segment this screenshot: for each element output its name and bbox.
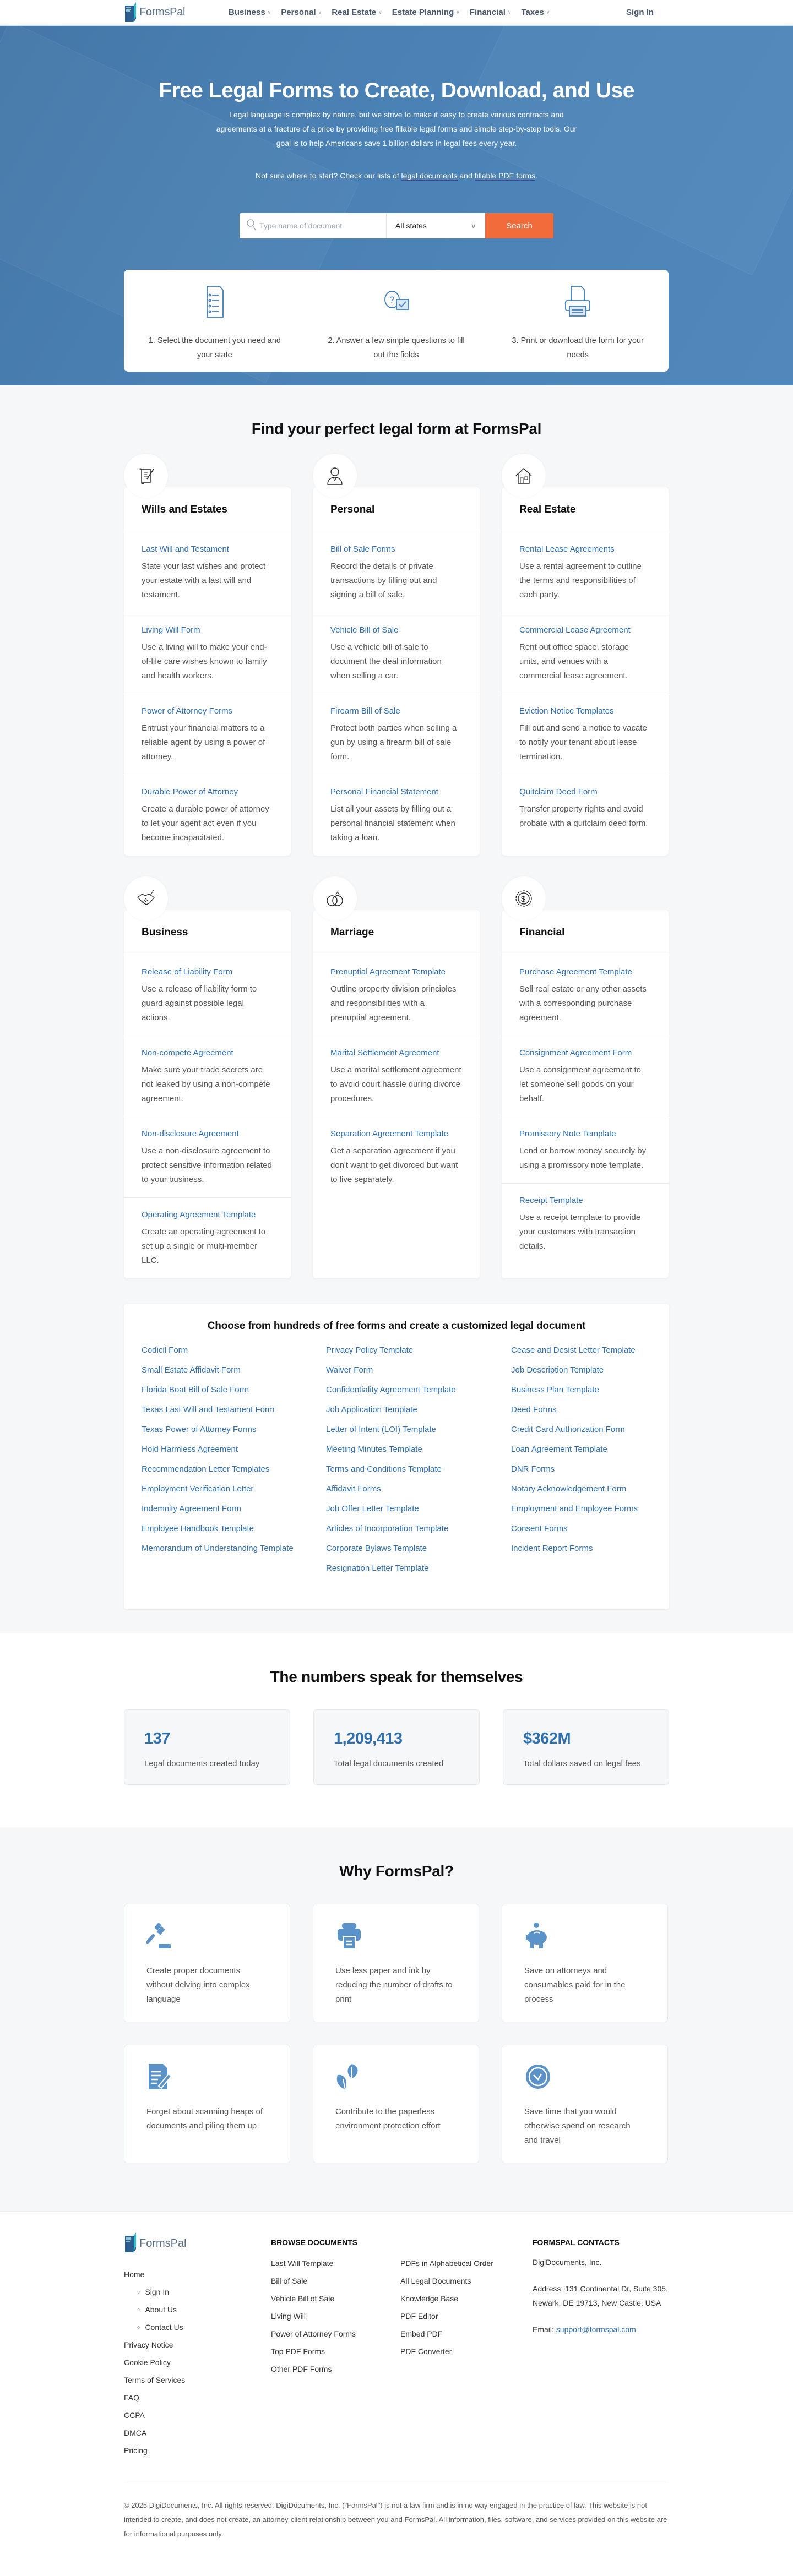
- why-section: [0, 1827, 793, 2211]
- person-icon: [324, 465, 346, 487]
- form-link[interactable]: Bill of Sale Forms: [330, 544, 395, 554]
- nav-taxes[interactable]: [521, 8, 550, 17]
- footer-browse-link[interactable]: Top PDF Forms: [271, 2347, 325, 2356]
- category-card-body: [124, 487, 291, 856]
- nav-business[interactable]: [229, 8, 271, 17]
- form-link[interactable]: Vehicle Bill of Sale: [330, 625, 399, 635]
- form-item: [313, 775, 480, 856]
- category-card-body: [502, 910, 669, 1278]
- form-description: Use a living will to make your end-of-life care wishes known to family and health workers.: [142, 642, 267, 680]
- footer-browse-link[interactable]: Other PDF Forms: [271, 2365, 332, 2373]
- nav-real-estate[interactable]: [332, 8, 382, 17]
- logo[interactable]: [124, 2, 185, 22]
- form-link[interactable]: Receipt Template: [519, 1196, 583, 1205]
- category-card-body: [313, 487, 480, 856]
- logo-mark-icon: [124, 2, 137, 22]
- more-forms-link[interactable]: Business Plan Template: [511, 1385, 599, 1395]
- category-card-business: [124, 876, 291, 1278]
- logo-mark-icon: [124, 2232, 137, 2255]
- forms-section: [0, 385, 793, 1633]
- form-link[interactable]: Living Will Form: [142, 625, 200, 635]
- footer-browse-link[interactable]: Embed PDF: [400, 2329, 443, 2338]
- form-link[interactable]: Commercial Lease Agreement: [519, 625, 631, 635]
- state-select-value: All states: [395, 221, 427, 230]
- sign-in-link[interactable]: Sign In: [626, 8, 654, 17]
- form-description: Use a vehicle bill of sale to document the deal information when selling a car.: [330, 642, 442, 680]
- benefit-card: [124, 1904, 290, 2022]
- more-forms-column: [326, 1343, 511, 1581]
- form-link[interactable]: Last Will and Testament: [142, 544, 229, 554]
- form-link[interactable]: Durable Power of Attorney: [142, 787, 238, 797]
- more-forms-title: Choose from hundreds of free forms and create a customized legal document: [207, 1320, 586, 1332]
- form-item: [313, 1036, 480, 1117]
- house-icon: [513, 465, 535, 487]
- category-title: Financial: [502, 910, 669, 955]
- svg-text:$: $: [521, 895, 526, 904]
- form-item: [313, 694, 480, 775]
- more-forms-link[interactable]: Letter of Intent (LOI) Template: [326, 1425, 436, 1434]
- section-title: Find your perfect legal form at FormsPal: [251, 420, 542, 437]
- form-description: Protect both parties when selling a gun by using a firearm bill of sale form.: [330, 723, 457, 761]
- home-sublinks: [124, 2283, 185, 2336]
- browse-column: [271, 2254, 356, 2378]
- form-description: Use a consignment agreement to let someone sell goods on your behalf.: [519, 1065, 641, 1103]
- hero-subtext: [0, 171, 793, 180]
- category-title: Business: [124, 910, 291, 955]
- site-header: [0, 0, 793, 26]
- form-description: Rent out office space, storage units, and venues with a commercial lease agreement.: [519, 642, 629, 680]
- more-forms-link[interactable]: Recommendation Letter Templates: [142, 1464, 270, 1474]
- benefit-card: [313, 1904, 479, 2022]
- hero: [0, 26, 793, 385]
- subtext-suffix: .: [535, 171, 537, 180]
- form-link[interactable]: Eviction Notice Templates: [519, 706, 614, 716]
- numbers-section: [0, 1633, 793, 1827]
- company-name: DigiDocuments, Inc.: [533, 2258, 602, 2267]
- fillable-pdf-forms-link[interactable]: fillable PDF forms: [474, 171, 536, 180]
- benefit-card: [124, 2045, 290, 2163]
- more-forms-link[interactable]: Affidavit Forms: [326, 1484, 381, 1494]
- more-forms-link[interactable]: Terms and Conditions Template: [326, 1464, 442, 1474]
- email-label: Email:: [533, 2325, 556, 2334]
- footer-site-links: [124, 2265, 185, 2459]
- form-link[interactable]: Rental Lease Agreements: [519, 544, 615, 554]
- benefit-card: [313, 2045, 479, 2163]
- footer-link-home[interactable]: Home: [124, 2270, 145, 2279]
- form-item: [313, 1117, 480, 1197]
- benefit-text: Create proper documents without delving into complex language: [146, 1966, 250, 2004]
- more-forms-panel: [124, 1304, 669, 1609]
- document-edit-icon: [146, 2063, 174, 2090]
- form-description: Create a durable power of attorney to let your agent act even if you become incapacitated.: [142, 804, 269, 842]
- form-link[interactable]: Purchase Agreement Template: [519, 967, 632, 977]
- nav-label: Taxes: [521, 8, 544, 17]
- browse-column: [400, 2254, 493, 2360]
- chevron-down-icon: ∨: [267, 9, 271, 15]
- subtext-and: and: [457, 171, 475, 180]
- legal-documents-link[interactable]: legal documents: [401, 171, 458, 180]
- more-forms-link[interactable]: Consent Forms: [511, 1524, 568, 1533]
- printer-icon: [561, 285, 594, 321]
- category-title: Wills and Estates: [124, 487, 291, 532]
- form-description: Use a release of liability form to guard against possible legal actions.: [142, 984, 257, 1022]
- category-icon-badge: [502, 876, 546, 921]
- nav-label: Estate Planning: [392, 8, 454, 17]
- form-link[interactable]: Quitclaim Deed Form: [519, 787, 598, 797]
- form-description: Use a non-disclosure agreement to protect sensitive information related to your business.: [142, 1146, 272, 1184]
- more-forms-link[interactable]: Notary Acknowledgement Form: [511, 1484, 627, 1494]
- footer-logo[interactable]: [124, 2232, 187, 2255]
- step-print-download: [487, 270, 669, 372]
- question-chat-icon: [380, 285, 413, 321]
- footer-browse-link[interactable]: All Legal Documents: [400, 2277, 471, 2285]
- form-item: [124, 775, 291, 856]
- clock-icon: [524, 2063, 552, 2090]
- category-card-wills-and-estates: [124, 454, 291, 856]
- search-icon: [246, 219, 256, 233]
- stat-card: [313, 1709, 480, 1785]
- search-input[interactable]: [259, 221, 375, 230]
- chevron-down-icon: ∨: [318, 9, 322, 15]
- email-link[interactable]: support@formspal.com: [556, 2325, 636, 2334]
- footer-link-sign-in[interactable]: ○ Sign In: [137, 2283, 185, 2301]
- printer-icon: [335, 1922, 363, 1949]
- form-item: [502, 775, 669, 841]
- more-forms-link[interactable]: Job Offer Letter Template: [326, 1504, 419, 1513]
- logo-text: FormsPal: [139, 2237, 187, 2250]
- category-icon-badge: [124, 876, 168, 921]
- form-item: [124, 1198, 291, 1278]
- more-forms-link[interactable]: Texas Power of Attorney Forms: [142, 1425, 257, 1434]
- footer-browse-link[interactable]: Vehicle Bill of Sale: [271, 2294, 335, 2303]
- category-card-marriage: [313, 876, 480, 1278]
- form-item: [502, 532, 669, 613]
- form-item: [502, 955, 669, 1036]
- form-item: [124, 955, 291, 1036]
- category-title: Marriage: [313, 910, 480, 955]
- form-item: [502, 613, 669, 694]
- more-forms-link[interactable]: Codicil Form: [142, 1346, 188, 1355]
- form-link[interactable]: Consignment Agreement Form: [519, 1048, 632, 1058]
- more-forms-link[interactable]: Hold Harmless Agreement: [142, 1445, 238, 1454]
- form-description: Transfer property rights and avoid probate with a quitclaim deed form.: [519, 804, 648, 828]
- more-forms-link[interactable]: Resignation Letter Template: [326, 1564, 429, 1573]
- form-description: Use a marital settlement agreement to avoid court hassle during divorce procedures.: [330, 1065, 461, 1103]
- category-card-financial: [502, 876, 669, 1278]
- footer-browse-link[interactable]: Bill of Sale: [271, 2277, 308, 2285]
- form-item: [313, 955, 480, 1036]
- form-item: [124, 532, 291, 613]
- form-item: [502, 1184, 669, 1264]
- chevron-down-icon: ∨: [470, 221, 476, 230]
- rings-icon: [324, 887, 346, 910]
- form-description: Entrust your financial matters to a reliable agent by using a power of attorney.: [142, 723, 265, 761]
- svg-text:?: ?: [389, 295, 394, 305]
- more-forms-link[interactable]: Meeting Minutes Template: [326, 1445, 422, 1454]
- form-description: State your last wishes and protect your estate with a last will and testament.: [142, 562, 266, 600]
- benefit-text: Save time that you would otherwise spend on research and travel: [524, 2107, 631, 2145]
- form-item: [502, 694, 669, 775]
- nav-estate-planning[interactable]: [392, 8, 460, 17]
- footer-browse-link[interactable]: Knowledge Base: [400, 2294, 459, 2303]
- benefit-text: Forget about scanning heaps of documents and piling them up: [146, 2107, 263, 2131]
- form-description: Lend or borrow money securely by using a promissory note template.: [519, 1146, 647, 1170]
- checklist-document-icon: [198, 285, 231, 321]
- form-link[interactable]: Personal Financial Statement: [330, 787, 438, 797]
- more-forms-link[interactable]: Confidentiality Agreement Template: [326, 1385, 456, 1395]
- form-description: Create an operating agreement to set up a single or multi-member LLC.: [142, 1227, 266, 1265]
- stat-card: [503, 1709, 669, 1785]
- more-forms-column: [511, 1343, 676, 1581]
- more-forms-link[interactable]: Privacy Policy Template: [326, 1346, 414, 1355]
- step-select-document: [124, 270, 306, 372]
- contacts-heading: FORMSPAL CONTACTS: [533, 2238, 620, 2247]
- footer-browse-link[interactable]: PDFs in Alphabetical Order: [400, 2259, 493, 2268]
- section-title: The numbers speak for themselves: [270, 1668, 523, 1685]
- category-icon-badge: [502, 454, 546, 498]
- footer-link-contact-us[interactable]: ○ Contact Us: [137, 2318, 185, 2336]
- form-item: [124, 694, 291, 775]
- benefits-grid: [124, 1904, 669, 2163]
- footer-link-privacy[interactable]: Privacy Notice: [124, 2340, 173, 2349]
- browse-documents-heading: BROWSE DOCUMENTS: [271, 2238, 358, 2247]
- more-forms-columns: [124, 1343, 669, 1581]
- form-link[interactable]: Firearm Bill of Sale: [330, 706, 400, 716]
- footer-link-faq[interactable]: FAQ: [124, 2393, 140, 2402]
- handshake-icon: [135, 887, 157, 910]
- more-forms-link[interactable]: DNR Forms: [511, 1464, 555, 1474]
- more-forms-link[interactable]: Corporate Bylaws Template: [326, 1544, 427, 1553]
- footer-browse-link[interactable]: Living Will: [271, 2312, 306, 2321]
- step-text: 3. Print or download the form for your needs: [512, 336, 644, 360]
- contact-info: [533, 2255, 670, 2337]
- form-description: Make sure your trade secrets are not leaked by using a non-compete agreement.: [142, 1065, 270, 1103]
- chevron-down-icon: ∨: [507, 9, 512, 15]
- search-bar: [240, 213, 553, 238]
- form-link[interactable]: Separation Agreement Template: [330, 1129, 449, 1139]
- form-link[interactable]: Prenuptial Agreement Template: [330, 967, 446, 977]
- form-item: [124, 1117, 291, 1198]
- nav-financial[interactable]: [470, 8, 512, 17]
- nav-label: Real Estate: [332, 8, 377, 17]
- category-card-body: [502, 487, 669, 856]
- form-description: Sell real estate or any other assets with a corresponding purchase agreement.: [519, 984, 647, 1022]
- form-link[interactable]: Marital Settlement Agreement: [330, 1048, 439, 1058]
- more-forms-link[interactable]: Employment and Employee Forms: [511, 1504, 638, 1513]
- form-link[interactable]: Non-disclosure Agreement: [142, 1129, 239, 1139]
- hero-title: Free Legal Forms to Create, Download, and Use: [159, 79, 634, 102]
- more-forms-link[interactable]: Memorandum of Understanding Template: [142, 1544, 294, 1553]
- form-link[interactable]: Release of Liability Form: [142, 967, 233, 977]
- form-description: Outline property division principles and responsibilities with a prenuptial agreement.: [330, 984, 457, 1022]
- leaves-icon: [335, 2063, 363, 2090]
- stat-value: 137: [144, 1730, 170, 1747]
- more-forms-link[interactable]: Texas Last Will and Testament Form: [142, 1405, 275, 1414]
- copyright-text: © 2025 DigiDocuments, Inc. All rights reserved. DigiDocuments, Inc. ("FormsPal") is not a law firm and is in no way engaged in the practice of law. This website is not intended to create, and does not create, an attorney-client relationship between you and FormsPal. All information, files, software, and services provided on this website are for informational purposes only.: [124, 2501, 667, 2538]
- nav-label: Personal: [281, 8, 316, 17]
- benefit-text: Use less paper and ink by reducing the number of drafts to print: [335, 1966, 453, 2004]
- form-description: Record the details of private transactions by filling out and signing a bill of sale.: [330, 562, 437, 600]
- footer-browse-link[interactable]: Power of Attorney Forms: [271, 2329, 356, 2338]
- category-card-real-estate: [502, 454, 669, 856]
- footer-link-cookie[interactable]: Cookie Policy: [124, 2358, 171, 2367]
- more-forms-link[interactable]: Small Estate Affidavit Form: [142, 1365, 241, 1375]
- form-description: List all your assets by filling out a personal financial statement when taking a loan.: [330, 804, 455, 842]
- form-item: [313, 613, 480, 694]
- more-forms-link[interactable]: Employee Handbook Template: [142, 1524, 254, 1533]
- category-row: [124, 454, 669, 856]
- chevron-down-icon: ∨: [378, 9, 382, 15]
- footer-link-pricing[interactable]: Pricing: [124, 2446, 148, 2455]
- form-link[interactable]: Power of Attorney Forms: [142, 706, 233, 716]
- more-forms-link[interactable]: Waiver Form: [326, 1365, 373, 1375]
- form-description: Fill out and send a notice to vacate to notify your tenant about lease termination.: [519, 723, 647, 761]
- category-icon-badge: [313, 876, 357, 921]
- form-item: [502, 1036, 669, 1117]
- more-forms-link[interactable]: Indemnity Agreement Form: [142, 1504, 241, 1513]
- main-nav: [229, 0, 560, 25]
- category-icon-badge: [124, 454, 168, 498]
- stat-label: Legal documents created today: [144, 1759, 260, 1768]
- company-address: Address: 131 Continental Dr, Suite 305, Newark, DE 19713, New Castle, USA: [533, 2284, 668, 2307]
- more-forms-link[interactable]: Loan Agreement Template: [511, 1445, 607, 1454]
- footer-link-about-us[interactable]: ○ About Us: [137, 2301, 185, 2318]
- stat-label: Total dollars saved on legal fees: [523, 1759, 641, 1768]
- form-link[interactable]: Non-compete Agreement: [142, 1048, 233, 1058]
- more-forms-link[interactable]: Employment Verification Letter: [142, 1484, 254, 1494]
- footer-link-ccpa[interactable]: CCPA: [124, 2411, 145, 2420]
- step-text: 2. Answer a few simple questions to fill out the fields: [328, 336, 465, 360]
- more-forms-link[interactable]: Incident Report Forms: [511, 1544, 593, 1553]
- form-item: [124, 613, 291, 694]
- chevron-down-icon: ∨: [456, 9, 460, 15]
- category-row: [124, 876, 669, 1278]
- gavel-icon: [146, 1922, 174, 1949]
- more-forms-link[interactable]: Articles of Incorporation Template: [326, 1524, 449, 1533]
- step-answer-questions: [306, 270, 487, 372]
- category-card-personal: [313, 454, 480, 856]
- footer-browse-link[interactable]: Last Will Template: [271, 2259, 334, 2268]
- stats-row: [124, 1709, 669, 1785]
- form-link[interactable]: Promissory Note Template: [519, 1129, 616, 1139]
- category-card-body: [313, 910, 480, 1278]
- section-title: Why FormsPal?: [339, 1862, 454, 1880]
- more-forms-link[interactable]: Florida Boat Bill of Sale Form: [142, 1385, 249, 1395]
- footer-link-terms[interactable]: Terms of Services: [124, 2376, 186, 2384]
- form-item: [502, 1117, 669, 1184]
- stat-value: $362M: [523, 1730, 571, 1747]
- footer-browse-link[interactable]: PDF Converter: [400, 2347, 452, 2356]
- footer-browse-link[interactable]: PDF Editor: [400, 2312, 438, 2321]
- form-description: Use a receipt template to provide your customers with transaction details.: [519, 1213, 641, 1251]
- scroll-quill-icon: [135, 465, 157, 487]
- piggy-bank-icon: [524, 1922, 552, 1949]
- benefit-text: Save on attorneys and consumables paid for in the process: [524, 1966, 626, 2004]
- benefit-card: [502, 2045, 668, 2163]
- form-item: [313, 532, 480, 613]
- more-forms-link[interactable]: Cease and Desist Letter Template: [511, 1346, 636, 1355]
- more-forms-link[interactable]: Job Description Template: [511, 1365, 604, 1375]
- benefit-card: [502, 1904, 668, 2022]
- more-forms-link[interactable]: Job Application Template: [326, 1405, 417, 1414]
- step-text: 1. Select the document you need and your state: [148, 336, 281, 360]
- footer-link-dmca[interactable]: DMCA: [124, 2428, 147, 2437]
- steps-panel: [124, 270, 669, 372]
- stat-value: 1,209,413: [334, 1730, 403, 1747]
- nav-label: Business: [229, 8, 265, 17]
- search-field: [240, 213, 387, 238]
- footer: [0, 2211, 793, 2576]
- logo-text: FormsPal: [139, 6, 186, 18]
- more-forms-link[interactable]: Credit Card Authorization Form: [511, 1425, 625, 1434]
- category-title: Real Estate: [502, 487, 669, 532]
- benefit-text: Contribute to the paperless environment protection effort: [335, 2107, 441, 2131]
- search-button[interactable]: Search: [485, 213, 553, 238]
- chevron-down-icon: ∨: [546, 9, 550, 15]
- stat-card: [124, 1709, 290, 1785]
- category-card-body: [124, 910, 291, 1278]
- form-link[interactable]: Operating Agreement Template: [142, 1210, 256, 1219]
- state-select[interactable]: [387, 213, 485, 238]
- form-item: [124, 1036, 291, 1117]
- nav-personal[interactable]: [281, 8, 322, 17]
- category-icon-badge: [313, 454, 357, 498]
- dollar-coin-icon: [513, 887, 535, 910]
- more-forms-column: [142, 1343, 326, 1581]
- more-forms-link[interactable]: Deed Forms: [511, 1405, 557, 1414]
- nav-label: Financial: [469, 8, 506, 17]
- category-title: Personal: [313, 487, 480, 532]
- hero-description: Legal language is complex by nature, but we strive to make it easy to create various contracts and agreements at a fracture of a price by providing free fillable legal forms and simple step-by-step tools. Our goal is to help Americans save 1 billion dollars in legal fees every year.: [216, 110, 577, 148]
- subtext-prefix: Not sure where to start? Check our lists of: [255, 171, 401, 180]
- stat-label: Total legal documents created: [334, 1759, 444, 1768]
- form-description: Use a rental agreement to outline the terms and responsibilities of each party.: [519, 562, 642, 600]
- form-description: Get a separation agreement if you don't want to get divorced but want to live separately.: [330, 1146, 458, 1184]
